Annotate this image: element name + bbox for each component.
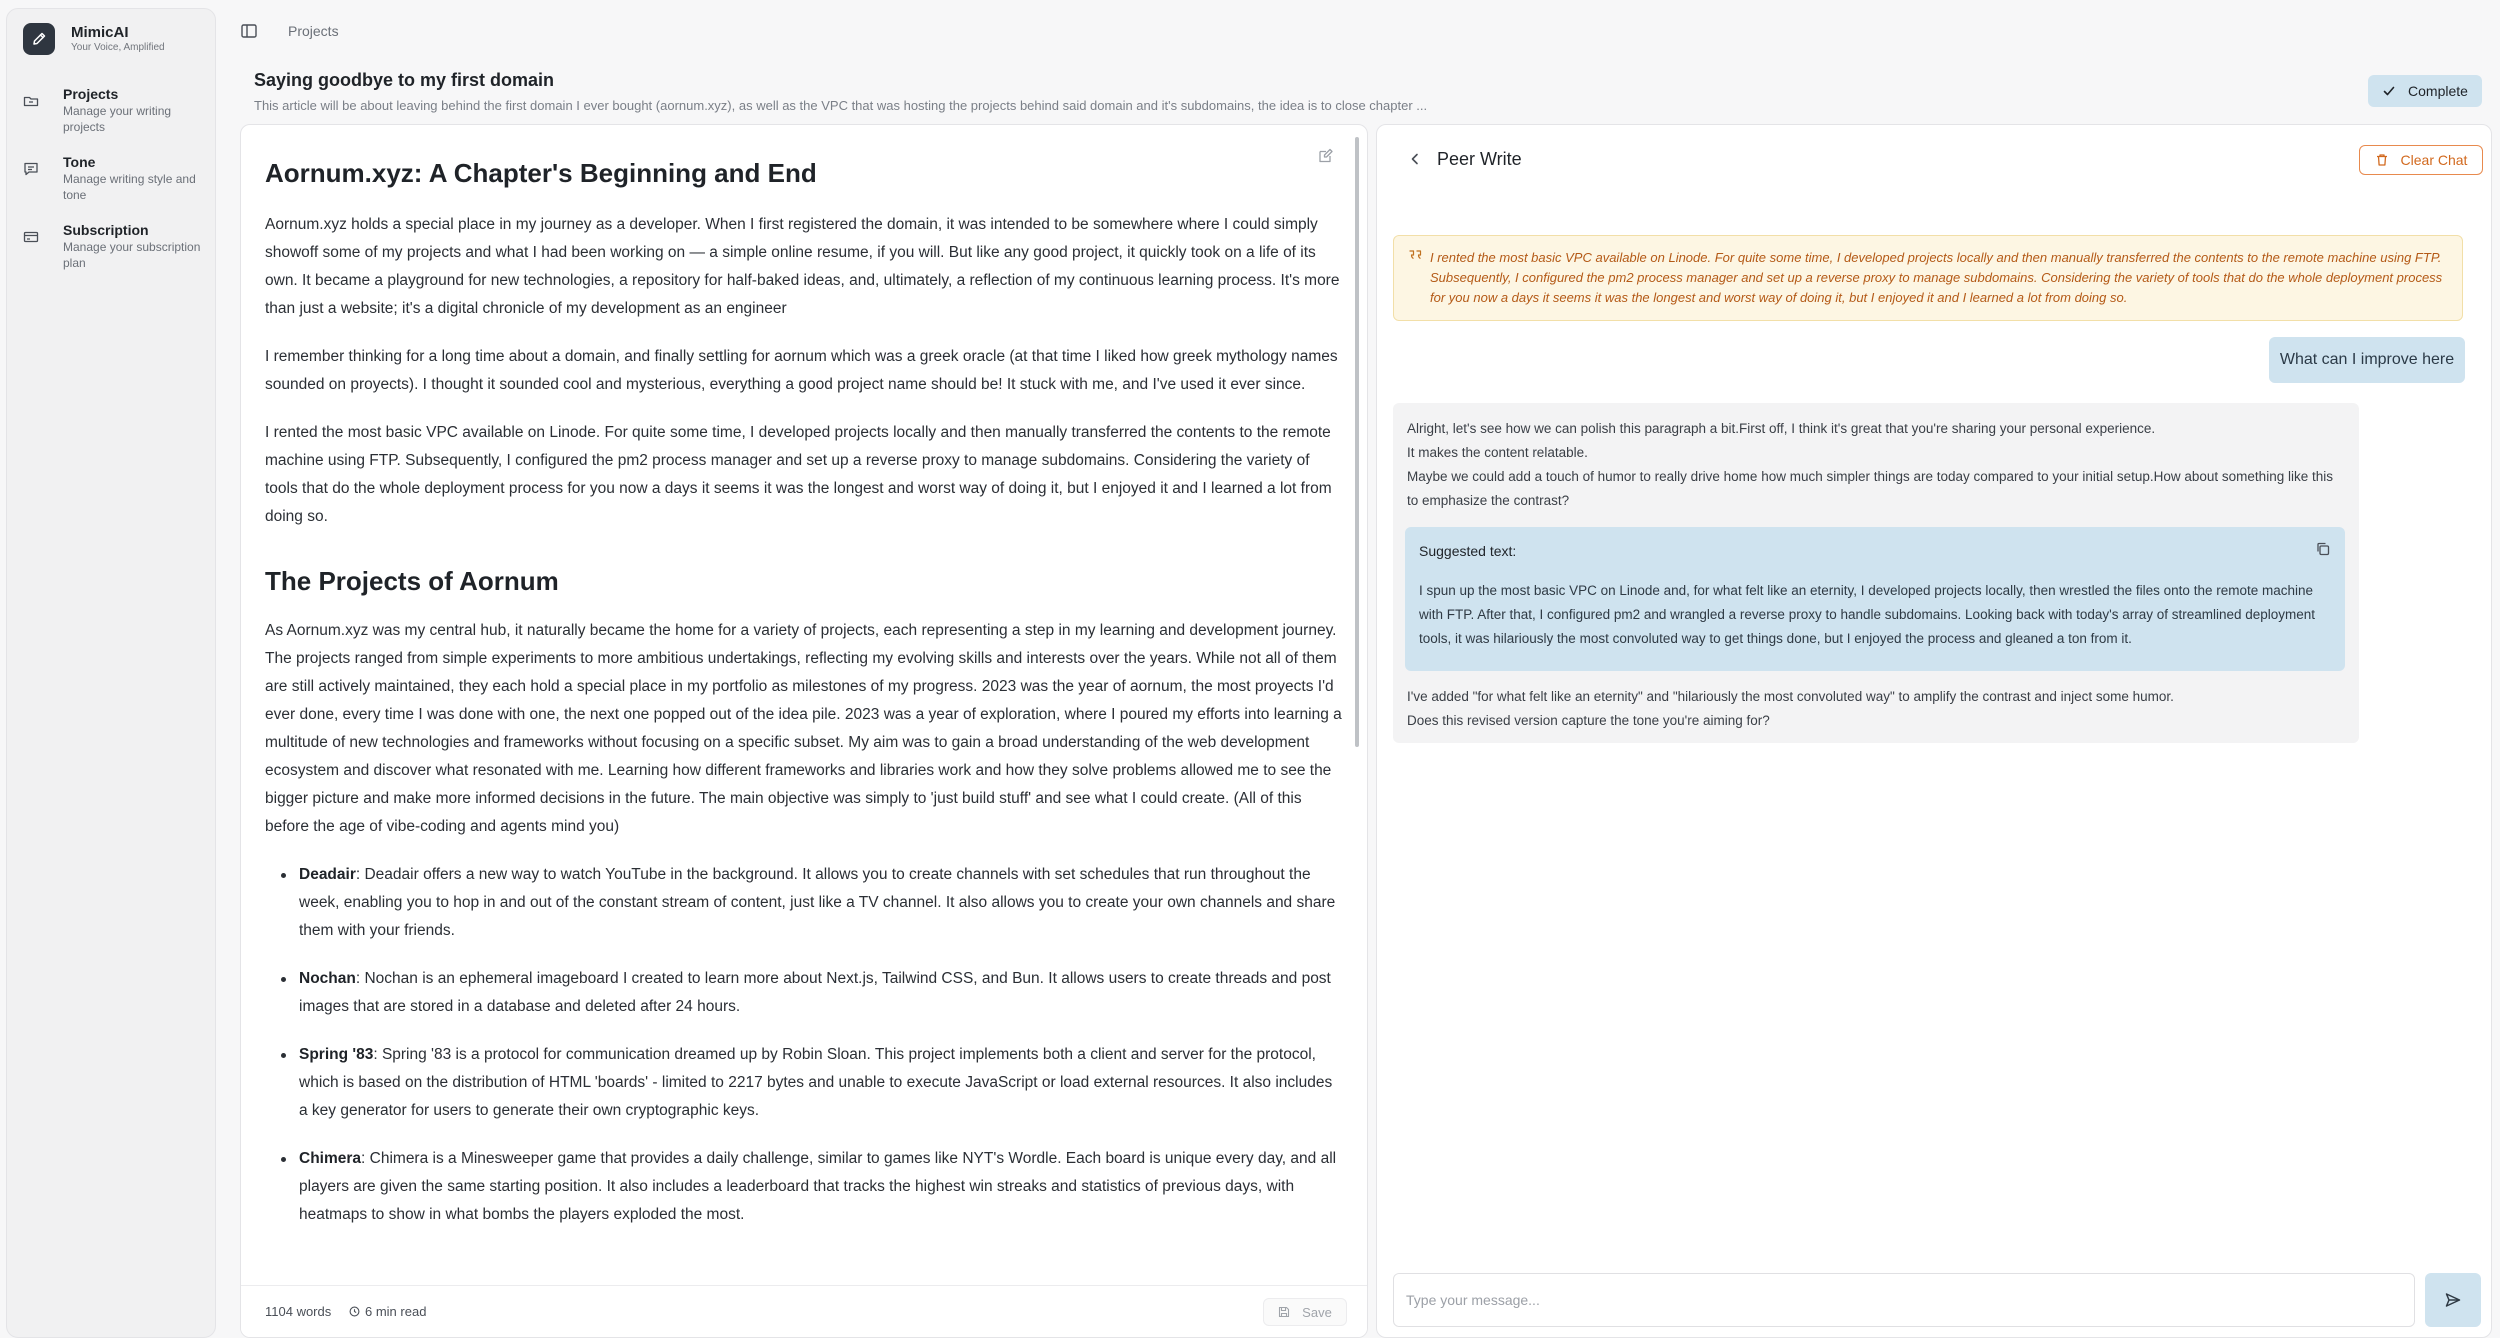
article-paragraph: As Aornum.xyz was my central hub, it naturally became the home for a variety of projects, each representing a step in my learning and development journey. The projects ranged from simple experiments to more ambitious undertakings, reflecting my evolving skills and interests over the years. While not all of them are still actively maintained, they each hold a special place in my portfolio as milestones of my progress. 2023 was the year of aornum, the most proyects I'd ever done, every time I was done with one, the next one popped out of the idea pile. 2023 was a year of exploration, where I poured my efforts into learning a multitude of new technologies and frameworks without focusing on a specific subset. My aim was to gain a broad understanding of the web development ecosystem and discover what resonated with me. Learning how different frameworks and libraries work and how they solve problems allowed me to see the bigger picture and make more informed decisions in the future. The main objective was simply to 'just build stuff' and see what I could create. (All of this before the age of vibe-coding and agents mind you) [265, 622, 1342, 835]
sidebar-item-desc: Manage writing style and tone [63, 172, 196, 202]
editor-content[interactable] [265, 145, 1345, 1287]
chat-icon [23, 161, 39, 177]
clock-icon [349, 1306, 360, 1317]
chevron-left-icon[interactable] [1407, 151, 1423, 167]
chat-message-input[interactable] [1393, 1273, 2415, 1327]
editor-panel[interactable] [240, 124, 1368, 1338]
read-time [349, 1304, 426, 1319]
sidebar-item-tone[interactable] [23, 153, 207, 203]
chat-title: Peer Write [1437, 149, 1522, 169]
app-name: MimicAI [71, 24, 129, 41]
assistant-message-text [1407, 417, 2347, 513]
sidebar-item-title: Projects [63, 86, 119, 102]
complete-label: Complete [2408, 83, 2468, 99]
folder-icon [23, 93, 39, 109]
pen-logo-icon [23, 23, 55, 55]
assistant-message-followup [1407, 685, 2347, 733]
word-count: 1104 words [265, 1304, 332, 1319]
trash-icon [2375, 153, 2389, 167]
item-text: : Deadair offers a new way to watch YouTube in the background. It allows you to create channels with set schedules that run throughout the week, enabling you to hop in and out of the constant stream of content, just like a TV channel. It also allows you to create your own channels and share them with your friends. [299, 866, 1336, 939]
project-description: This article will be about leaving behind the first domain I ever bought (aornum.xyz), as well as the VPC that was hosting the projects behind said domain and it's subdomains, the idea is to close chapter ... [254, 98, 1428, 113]
assistant-line: I've added "for what felt like an eternity" and "hilariously the most convoluted way" to amplify the contrast and inject some humor. [1407, 689, 2174, 704]
app-tagline: Your Voice, Amplified [71, 42, 165, 53]
assistant-line: Does this revised version capture the tone you're aiming for? [1407, 713, 1770, 728]
article-subheading: The Projects of Aornum [265, 566, 559, 596]
suggested-text-body: I spun up the most basic VPC on Linode and, for what felt like an eternity, I developed projects locally, then wrestled the files onto the remote machine with FTP. After that, I configured pm2 and wrangled a reverse proxy to handle subdomains. Looking back with today's array of streamlined deployment tools, it was hilariously the most convoluted way to get things done, but I enjoyed the process and gleaned a ton from it. [1419, 583, 2316, 646]
article-paragraph: I rented the most basic VPC available on Linode. For quite some time, I developed projects locally and then manually transferred the contents to the remote machine using FTP. Subsequently, I configured the pm2 process manager and set up a reverse proxy to manage subdomains. Considering the variety of tools that do the whole deployment process for you now a days it seems it was the longest and worst way of doing it, but I enjoyed it and I learned a lot from doing so. [265, 424, 1332, 525]
breadcrumb[interactable]: Projects [288, 23, 339, 39]
chat-panel [1376, 124, 2492, 1338]
read-time-label: 6 min read [365, 1304, 427, 1319]
item-name: Spring '83 [299, 1046, 374, 1063]
item-name: Nochan [299, 970, 356, 987]
save-icon [1278, 1306, 1290, 1318]
sidebar-item-title: Tone [63, 154, 96, 170]
item-name: Deadair [299, 866, 356, 883]
list-item [299, 861, 1345, 945]
copy-icon[interactable] [2315, 541, 2331, 557]
quoted-selection [1393, 235, 2463, 321]
project-title: Saying goodbye to my first domain [254, 70, 555, 90]
editor-scrollbar[interactable] [1355, 137, 1359, 747]
save-button[interactable] [1263, 1298, 1347, 1326]
check-icon [2382, 84, 2396, 98]
assistant-line: It makes the content relatable. [1407, 445, 1588, 460]
article-paragraph: Aornum.xyz holds a special place in my journey as a developer. When I first registered the domain, it was intended to be somewhere where I could simply showoff some of my projects and what I had been working on — a simple online resume, if you will. But like any good project, it quickly took on a life of its own. It became a playground for new technologies, a repository for half-baked ideas, and, ultimately, a reflection of my continuous learning process. It's more than just a website; it's a digital chronicle of my development as an engineer [265, 216, 1340, 317]
item-text: : Nochan is an ephemeral imageboard I created to learn more about Next.js, Tailwind CSS, and Bun. It allows users to create threads and post images that are stored in a database and deleted after 24 hours. [299, 970, 1331, 1015]
project-list [299, 861, 1345, 1229]
list-item [299, 965, 1345, 1021]
send-icon [2444, 1291, 2462, 1309]
clear-chat-button[interactable] [2359, 145, 2483, 175]
quote-text: I rented the most basic VPC available on Linode. For quite some time, I developed projects locally and then manually transferred the contents to the remote machine using FTP. Subsequently, I configured the pm2 process manager and set up a reverse proxy to manage subdomains. Considering the variety of tools that do the whole deployment process for you now a days it seems it was the longest and worst way of doing it, but I enjoyed it and I learned a lot from doing so. [1430, 250, 2443, 305]
item-name: Chimera [299, 1150, 362, 1167]
complete-button[interactable] [2368, 75, 2482, 107]
credit-card-icon [23, 229, 39, 245]
sidebar-item-desc: Manage your subscription plan [63, 240, 201, 270]
sidebar-toggle-icon[interactable] [240, 22, 258, 40]
item-text: : Spring '83 is a protocol for communication dreamed up by Robin Sloan. This project implements both a client and server for the protocol, which is based on the distribution of HTML 'boards' - limited to 2217 bytes and unable to execute JavaScript or load external resources. It also includes a key generator for users to generate their own cryptographic keys. [299, 1046, 1333, 1119]
suggested-text-block [1405, 527, 2345, 671]
brand[interactable] [23, 23, 165, 55]
sidebar [6, 8, 216, 1338]
quote-icon [1408, 248, 1422, 262]
editor-footer [241, 1285, 1367, 1337]
save-label: Save [1302, 1304, 1332, 1320]
sidebar-item-subscription[interactable] [23, 221, 207, 271]
send-button[interactable] [2425, 1273, 2481, 1327]
assistant-line: Maybe we could add a touch of humor to really drive home how much simpler things are today compared to your initial setup.How about something like this to emphasize the contrast? [1407, 469, 2333, 508]
sidebar-nav [23, 85, 207, 289]
list-item [299, 1041, 1345, 1125]
assistant-line: Alright, let's see how we can polish this paragraph a bit.First off, I think it's great that you're sharing your personal experience. [1407, 421, 2156, 436]
article-paragraph: I remember thinking for a long time about a domain, and finally settling for aornum which was a greek oracle (at that time I liked how greek mythology names sounded on proyects). I thought it sounded cool and mysterious, everything a good project name should be! It stuck with me, and I've used it ever since. [265, 348, 1338, 393]
clear-chat-label: Clear Chat [2400, 152, 2468, 168]
sidebar-item-title: Subscription [63, 222, 149, 238]
user-message: What can I improve here [2269, 337, 2465, 383]
article-heading: Aornum.xyz: A Chapter's Beginning and End [265, 158, 817, 188]
sidebar-item-projects[interactable] [23, 85, 207, 135]
sidebar-item-desc: Manage your writing projects [63, 104, 172, 134]
item-text: : Chimera is a Minesweeper game that provides a daily challenge, similar to games like NYT's Wordle. Each board is unique every day, and all players are given the same starting position. It also includes a leaderboard that tracks the highest win streaks and statistics of previous days, with heatmaps to show in what bombs the players exploded the most. [299, 1150, 1337, 1223]
suggested-text-heading: Suggested text: [1419, 543, 1517, 559]
assistant-message [1393, 403, 2359, 743]
list-item [299, 1145, 1345, 1229]
